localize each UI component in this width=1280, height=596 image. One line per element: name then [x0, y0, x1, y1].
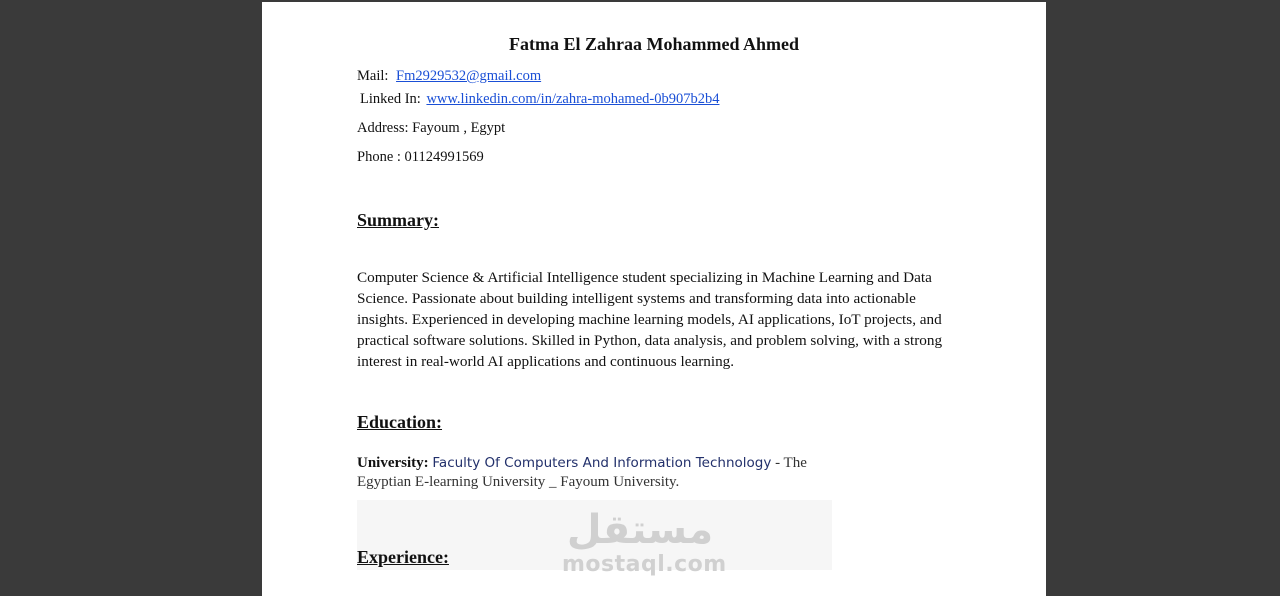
address-line: Address: Fayoum , Egypt — [357, 120, 506, 136]
phone-line: Phone : 01124991569 — [357, 149, 484, 165]
linkedin-label: Linked In: — [360, 91, 421, 107]
resume-name: Fatma El Zahraa Mohammed Ahmed — [509, 34, 799, 54]
mail-label: Mail: — [357, 68, 389, 84]
mail-line — [357, 68, 541, 85]
watermark — [562, 507, 727, 578]
experience-heading: Experience: — [357, 547, 449, 567]
summary-heading: Summary: — [357, 210, 439, 230]
summary-text: Computer Science & Artificial Intelligence student specializing in Machine Learning and Data Science. Passionate about building intelligent systems and transforming data into actionable insights. Experienced in developing machine learning models, AI applications, IoT projects, and practical software solutions. Skilled in Python, data analysis, and problem solving, with a strong interest in real-world AI applications and continuous learning. — [357, 269, 943, 370]
linkedin-link[interactable]: www.linkedin.com/in/zahra-mohamed-0b907b2b4 — [426, 91, 720, 107]
document-page — [262, 2, 1046, 596]
watermark-arabic: مستقل — [566, 507, 714, 553]
university-detail: - The Egyptian E-learning University _ Fayoum University. — [357, 455, 807, 490]
faculty-name: Faculty Of Computers And Information Technology — [432, 455, 772, 471]
mail-link[interactable]: Fm2929532@gmail.com — [396, 68, 542, 84]
watermark-latin: mostaql.com — [562, 552, 727, 577]
linkedin-line — [360, 91, 719, 108]
education-heading: Education: — [357, 412, 443, 432]
university-label: University: — [357, 455, 429, 471]
education-entry — [357, 454, 832, 492]
